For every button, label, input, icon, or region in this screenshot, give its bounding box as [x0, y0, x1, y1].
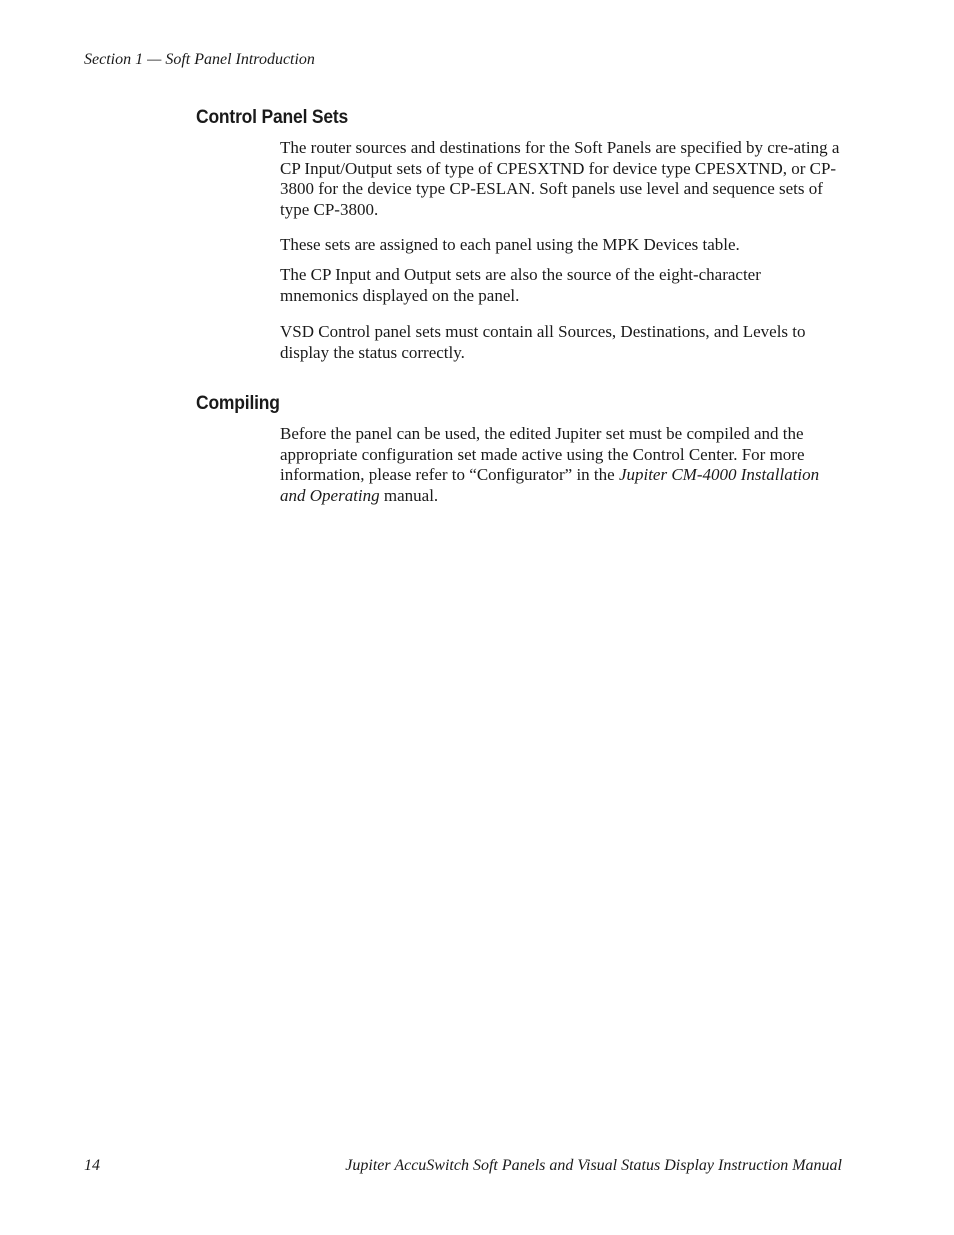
- paragraph-mnemonics: The CP Input and Output sets are also the source of the eight-character mnemonics displayed on the panel.: [280, 265, 761, 305]
- manual-reference: Jupiter CM-4000 Installation and Operating: [280, 465, 820, 505]
- section-heading-compiling: Compiling: [196, 393, 280, 414]
- paragraph-sets-assigned: These sets are assigned to each panel using the MPK Devices table.: [280, 235, 740, 254]
- section-heading-control-panel-sets: Control Panel Sets: [196, 107, 349, 128]
- paragraph-compiling: [280, 424, 842, 506]
- running-header: Section 1 — Soft Panel Introduction: [84, 51, 315, 68]
- footer-manual-title: Jupiter AccuSwitch Soft Panels and Visual Status Display Instruction Manual: [345, 1157, 842, 1174]
- page-number: 14: [84, 1157, 100, 1174]
- compiling-text-start: Before the panel can be used, the edited Jupiter set must be compiled and the appropriate configuration set made active using the Control Center. For more information, please refer to “Configurator” in the: [280, 424, 805, 484]
- paragraph-vsd-control: VSD Control panel sets must contain all Sources, Destinations, and Levels to display the status correctly.: [280, 322, 806, 362]
- compiling-text-end: manual.: [379, 485, 439, 505]
- paragraph-router-sources: The router sources and destinations for the Soft Panels are specified by cre-ating a CP Input/Output sets of type of CPESXTND for device type CPESXTND, or CP-3800 for the device type CP-ESLAN. Soft panels use level and sequence sets of type CP-3800.: [280, 138, 840, 219]
